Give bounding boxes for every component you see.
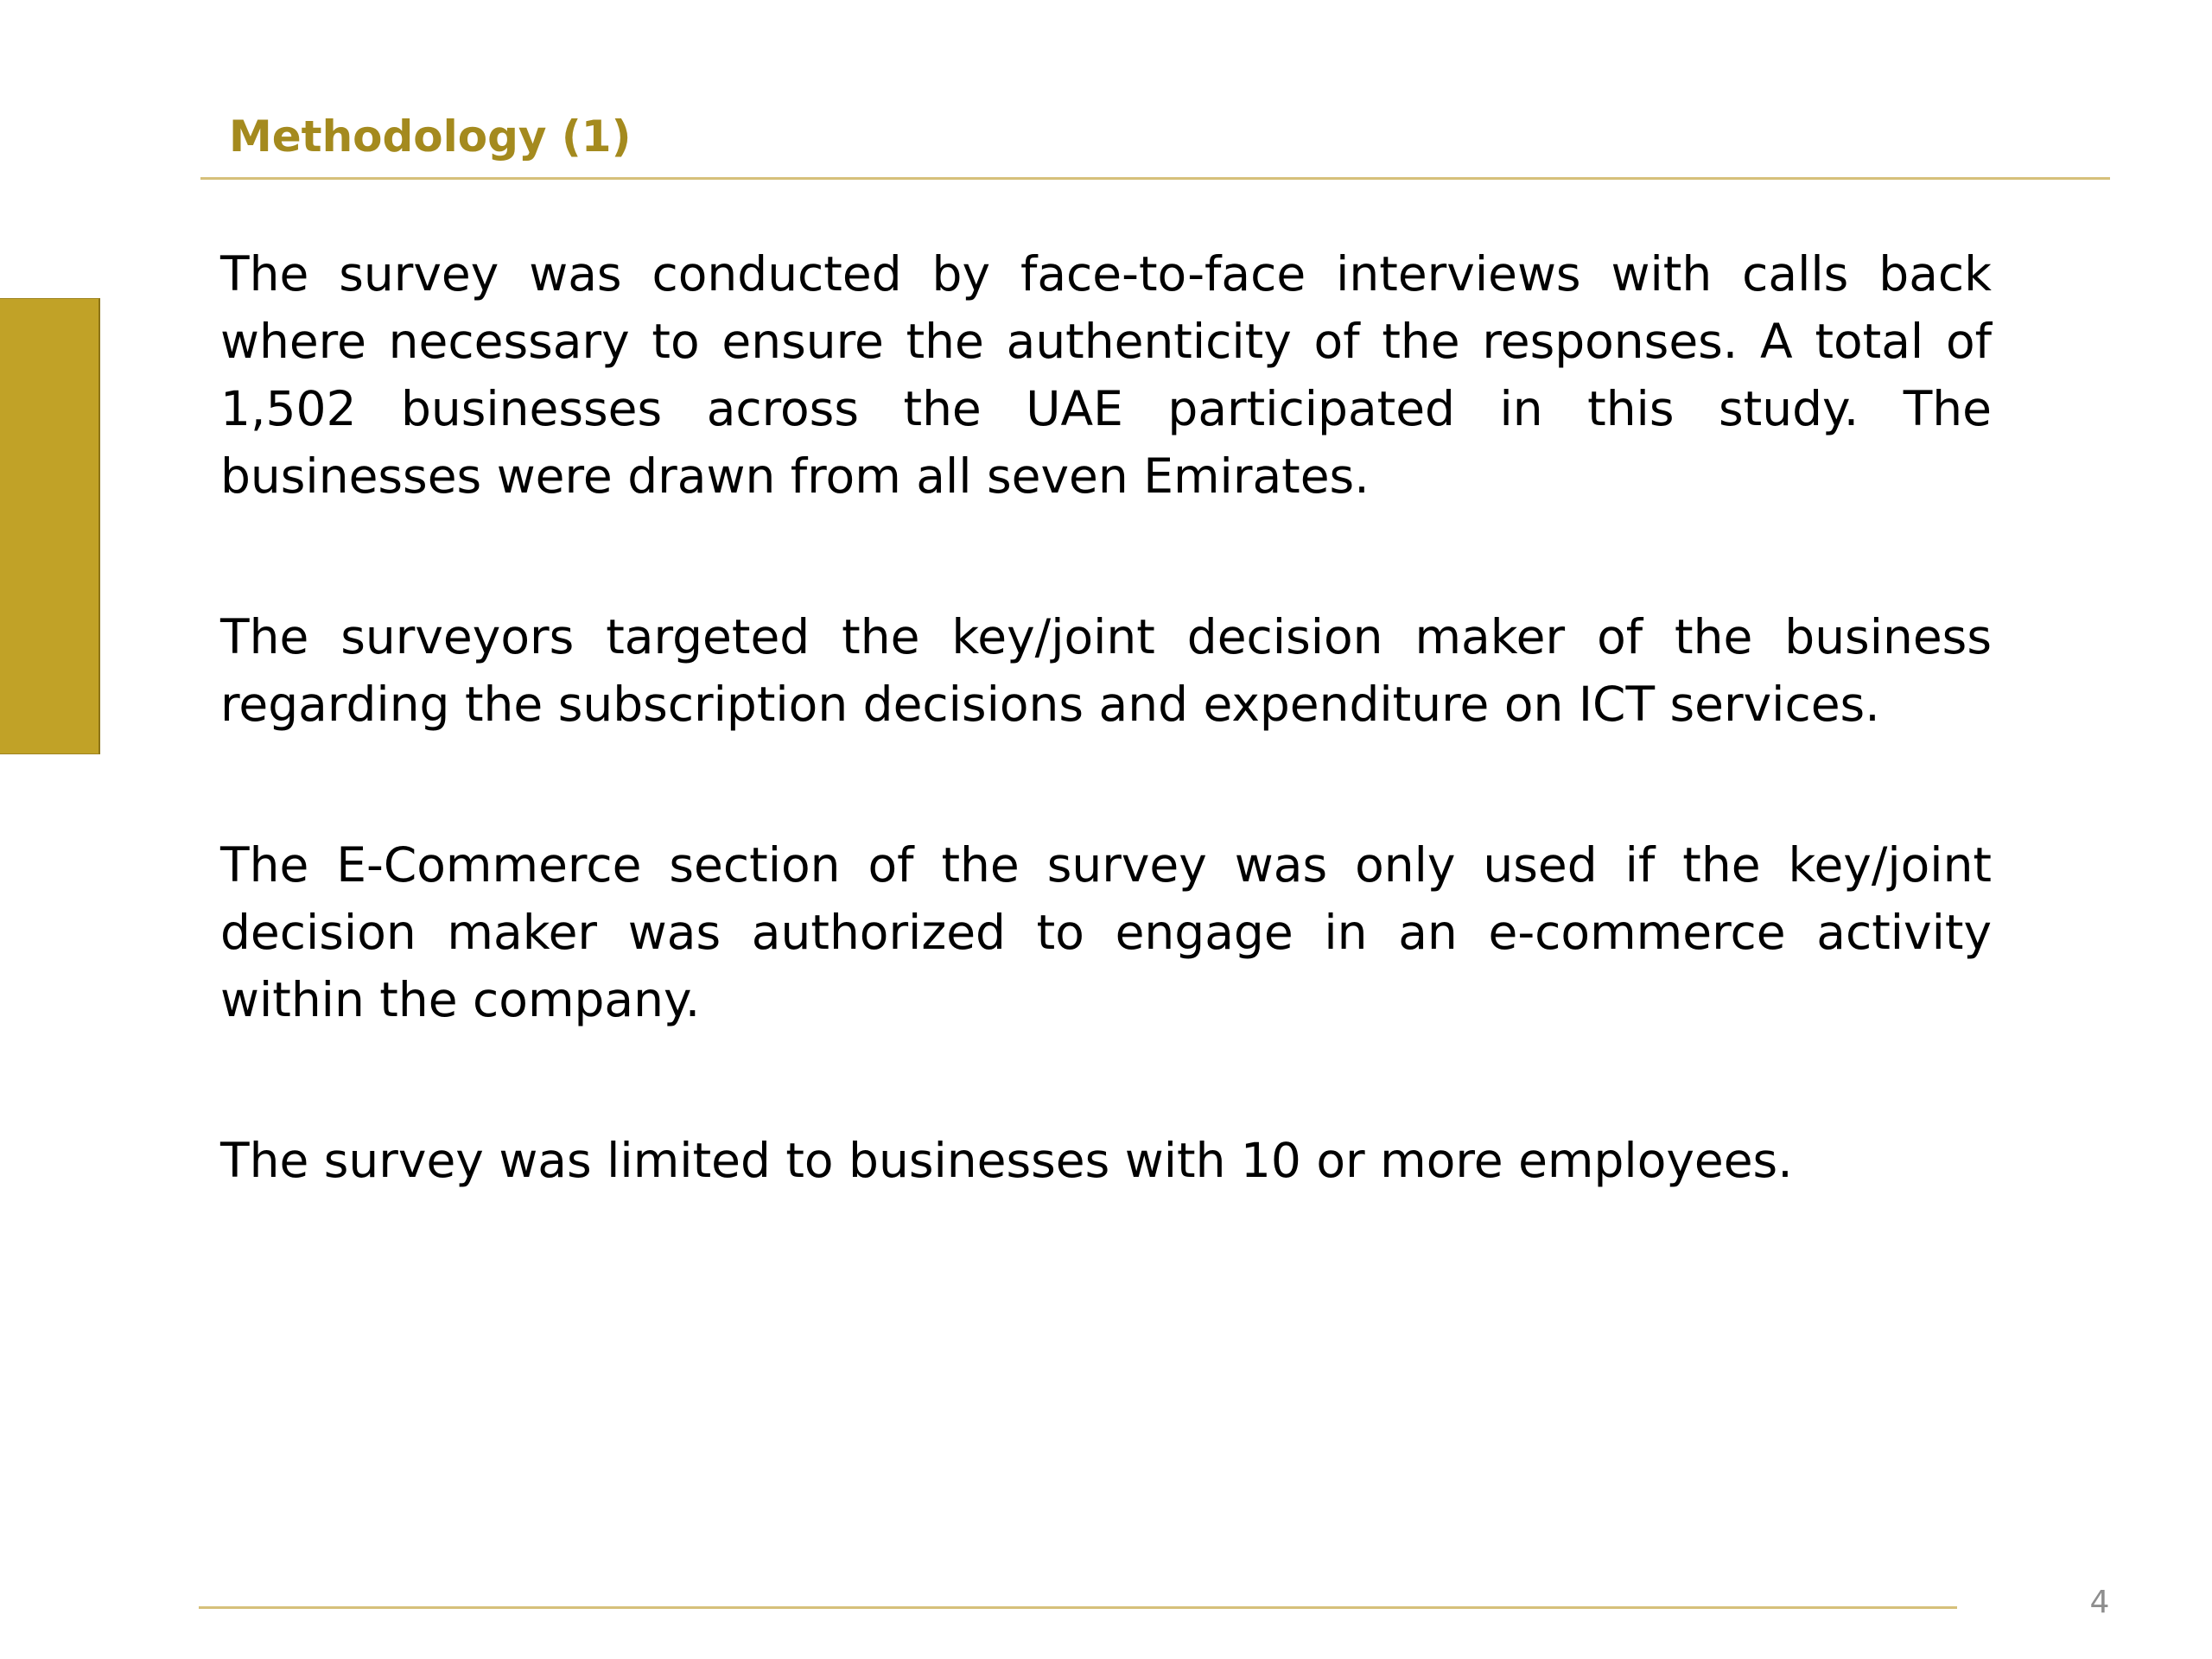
side-accent-bar	[0, 298, 100, 754]
page-number: 4	[2089, 1585, 2110, 1620]
paragraph-target-respondents: The surveyors targeted the key/joint decision maker of the business regarding the subscription decisions and expenditure on ICT services.	[220, 609, 1992, 732]
paragraph-survey-method: The survey was conducted by face-to-face interviews with calls back where necessary to ensure the authenticity of the responses. A total of 1,502 businesses across the UAE participated in this study. The businesses were drawn from all seven Emirates.	[220, 246, 1992, 504]
slide-title: Methodology (1)	[229, 111, 632, 162]
slide-body	[220, 240, 1992, 1194]
title-divider	[200, 177, 2110, 180]
paragraph-ecommerce-section: The E-Commerce section of the survey was only used if the key/joint decision maker was authorized to engage in an e-commerce activity within the company.	[220, 837, 1992, 1027]
paragraph-business-size: The survey was limited to businesses with 10 or more employees.	[220, 1133, 1793, 1188]
footer-divider	[199, 1606, 1957, 1609]
